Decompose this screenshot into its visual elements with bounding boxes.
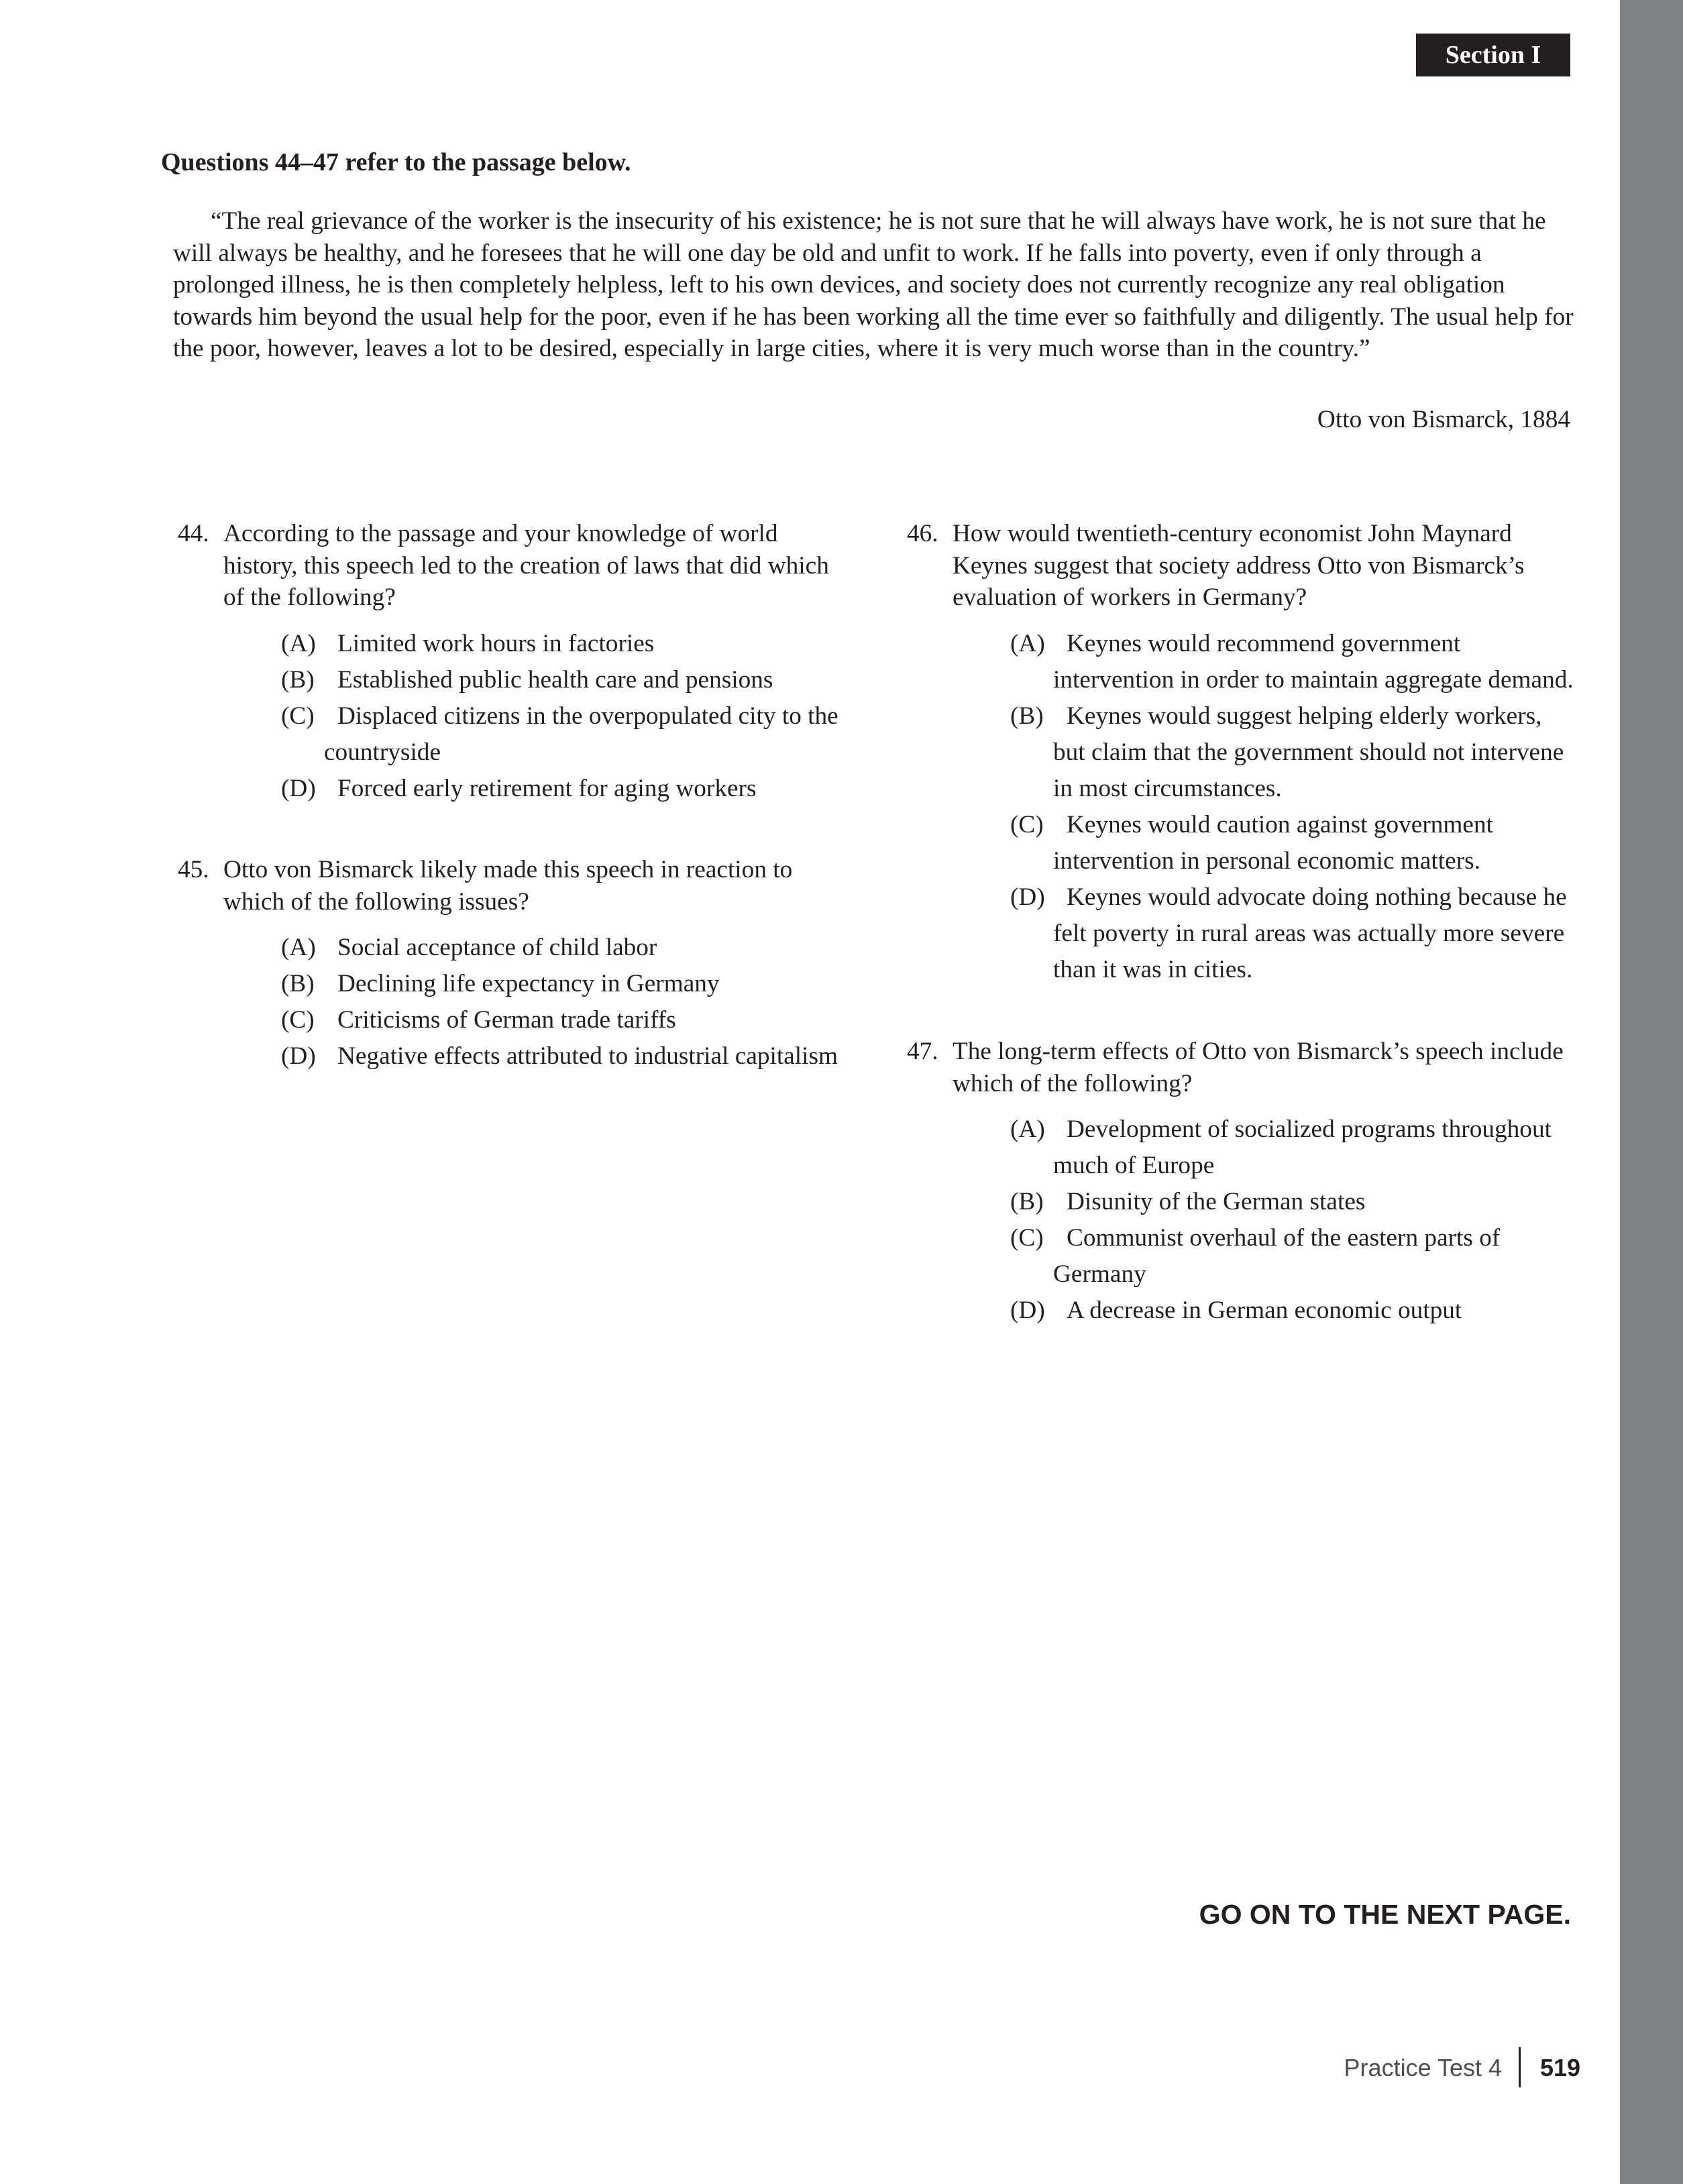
- option-text: Keynes would suggest helping elderly workers, but claim that the government should not intervene in most circumstances.: [1053, 702, 1564, 802]
- answer-option-d[interactable]: [223, 771, 842, 807]
- option-label: (B): [281, 970, 315, 997]
- option-label: (B): [1010, 1188, 1044, 1215]
- option-text: Limited work hours in factories: [337, 629, 655, 657]
- option-label: (A): [281, 629, 316, 657]
- answer-option-a[interactable]: [953, 1111, 1578, 1184]
- page-edge-tab: [1620, 0, 1683, 2184]
- answer-options: [907, 1111, 1578, 1329]
- option-text: Displaced citizens in the overpopulated city to the countryside: [324, 702, 838, 766]
- answer-option-b[interactable]: [953, 698, 1578, 807]
- passage-attribution: Otto von Bismarck, 1884: [1317, 406, 1570, 433]
- question-number: 47.: [907, 1038, 938, 1065]
- option-text: Social acceptance of child labor: [337, 934, 657, 961]
- option-label: (A): [1010, 1115, 1045, 1143]
- question-number: 45.: [178, 856, 209, 883]
- answer-option-a[interactable]: [223, 930, 842, 966]
- option-text: A decrease in German economic output: [1067, 1297, 1462, 1324]
- passage-text: “The real grievance of the worker is the insecurity of his existence; he is not sure that he will always have work, he is not sure that he will always be healthy, and he foresees that he will one day be old and unfit to work. If he falls into poverty, even if only through a prolonged illness, he is then completely helpless, left to his own devices, and society does not currently recognize any real obligation towards him beyond the usual help for the poor, even if he has been working all the time ever so faithfully and diligently. The usual help for the poor, however, leaves a lot to be desired, especially in large cities, where it is very much worse than in the country.”: [173, 207, 1574, 362]
- answer-options: [907, 626, 1578, 988]
- option-text: Keynes would recommend government intervention in order to maintain aggregate demand.: [1053, 629, 1574, 694]
- question-text: According to the passage and your knowledge of world history, this speech led to the creation of laws that did which of the following?: [223, 520, 829, 611]
- answer-option-a[interactable]: [223, 626, 842, 662]
- option-text: Disunity of the German states: [1067, 1188, 1366, 1215]
- answer-option-d[interactable]: [223, 1038, 842, 1075]
- answer-options: [178, 930, 842, 1075]
- answer-option-c[interactable]: [223, 1002, 842, 1038]
- option-label: (C): [281, 1006, 315, 1034]
- answer-options: [178, 626, 842, 807]
- option-text: Keynes would caution against government intervention in personal economic matters.: [1053, 810, 1493, 875]
- option-text: Criticisms of German trade tariffs: [337, 1006, 676, 1034]
- option-text: Established public health care and pensions: [337, 665, 773, 694]
- answer-option-d[interactable]: [953, 1293, 1578, 1329]
- option-label: (B): [281, 665, 315, 694]
- question-46: [907, 518, 1578, 988]
- question-text: How would twentieth-century economist John Maynard Keynes suggest that society address Otto von Bismarck’s evaluation of workers in Germany?: [953, 520, 1525, 611]
- question-44: [178, 518, 842, 807]
- question-45: [178, 854, 842, 1075]
- question-stem: [178, 518, 842, 614]
- question-stem: [178, 854, 842, 918]
- option-label: (C): [1010, 810, 1044, 838]
- section-label: Section I: [1416, 34, 1570, 76]
- question-stem: [907, 1036, 1578, 1099]
- question-stem: [907, 518, 1578, 614]
- answer-option-b[interactable]: [223, 966, 842, 1002]
- option-text: Negative effects attributed to industrial capitalism: [337, 1042, 838, 1070]
- answer-option-d[interactable]: [953, 879, 1578, 988]
- option-text: Communist overhaul of the eastern parts of Germany: [1053, 1224, 1501, 1288]
- option-text: Development of socialized programs throughout much of Europe: [1053, 1115, 1552, 1179]
- option-label: (B): [1010, 702, 1044, 730]
- question-47: [907, 1036, 1578, 1329]
- answer-option-a[interactable]: [953, 626, 1578, 698]
- option-label: (D): [281, 1042, 316, 1070]
- question-text: The long-term effects of Otto von Bismarck’s speech include which of the following?: [953, 1038, 1564, 1097]
- answer-option-c[interactable]: [223, 698, 842, 771]
- option-label: (D): [1010, 883, 1045, 911]
- option-text: Keynes would advocate doing nothing because he felt poverty in rural areas was actually more severe than it was in cities.: [1053, 883, 1567, 983]
- footer-page-number: 519: [1540, 2054, 1581, 2081]
- answer-option-c[interactable]: [953, 1220, 1578, 1293]
- answer-option-b[interactable]: [953, 1184, 1578, 1220]
- passage-intro: Questions 44–47 refer to the passage below.: [161, 148, 631, 176]
- option-text: Declining life expectancy in Germany: [337, 970, 720, 997]
- option-label: (D): [1010, 1297, 1045, 1324]
- option-label: (A): [281, 934, 316, 961]
- question-number: 44.: [178, 520, 209, 547]
- answer-option-b[interactable]: [223, 662, 842, 698]
- footer-divider: [1519, 2047, 1521, 2087]
- option-label: (C): [1010, 1224, 1044, 1252]
- option-text: Forced early retirement for aging workers: [337, 774, 757, 802]
- question-text: Otto von Bismarck likely made this speech in reaction to which of the following issues?: [223, 856, 793, 916]
- option-label: (C): [281, 702, 315, 730]
- option-label: (D): [281, 774, 316, 802]
- question-number: 46.: [907, 520, 938, 547]
- next-page-notice: GO ON TO THE NEXT PAGE.: [1199, 1899, 1571, 1930]
- answer-option-c[interactable]: [953, 807, 1578, 879]
- footer-test-label: Practice Test 4: [1344, 2054, 1502, 2081]
- option-label: (A): [1010, 629, 1045, 657]
